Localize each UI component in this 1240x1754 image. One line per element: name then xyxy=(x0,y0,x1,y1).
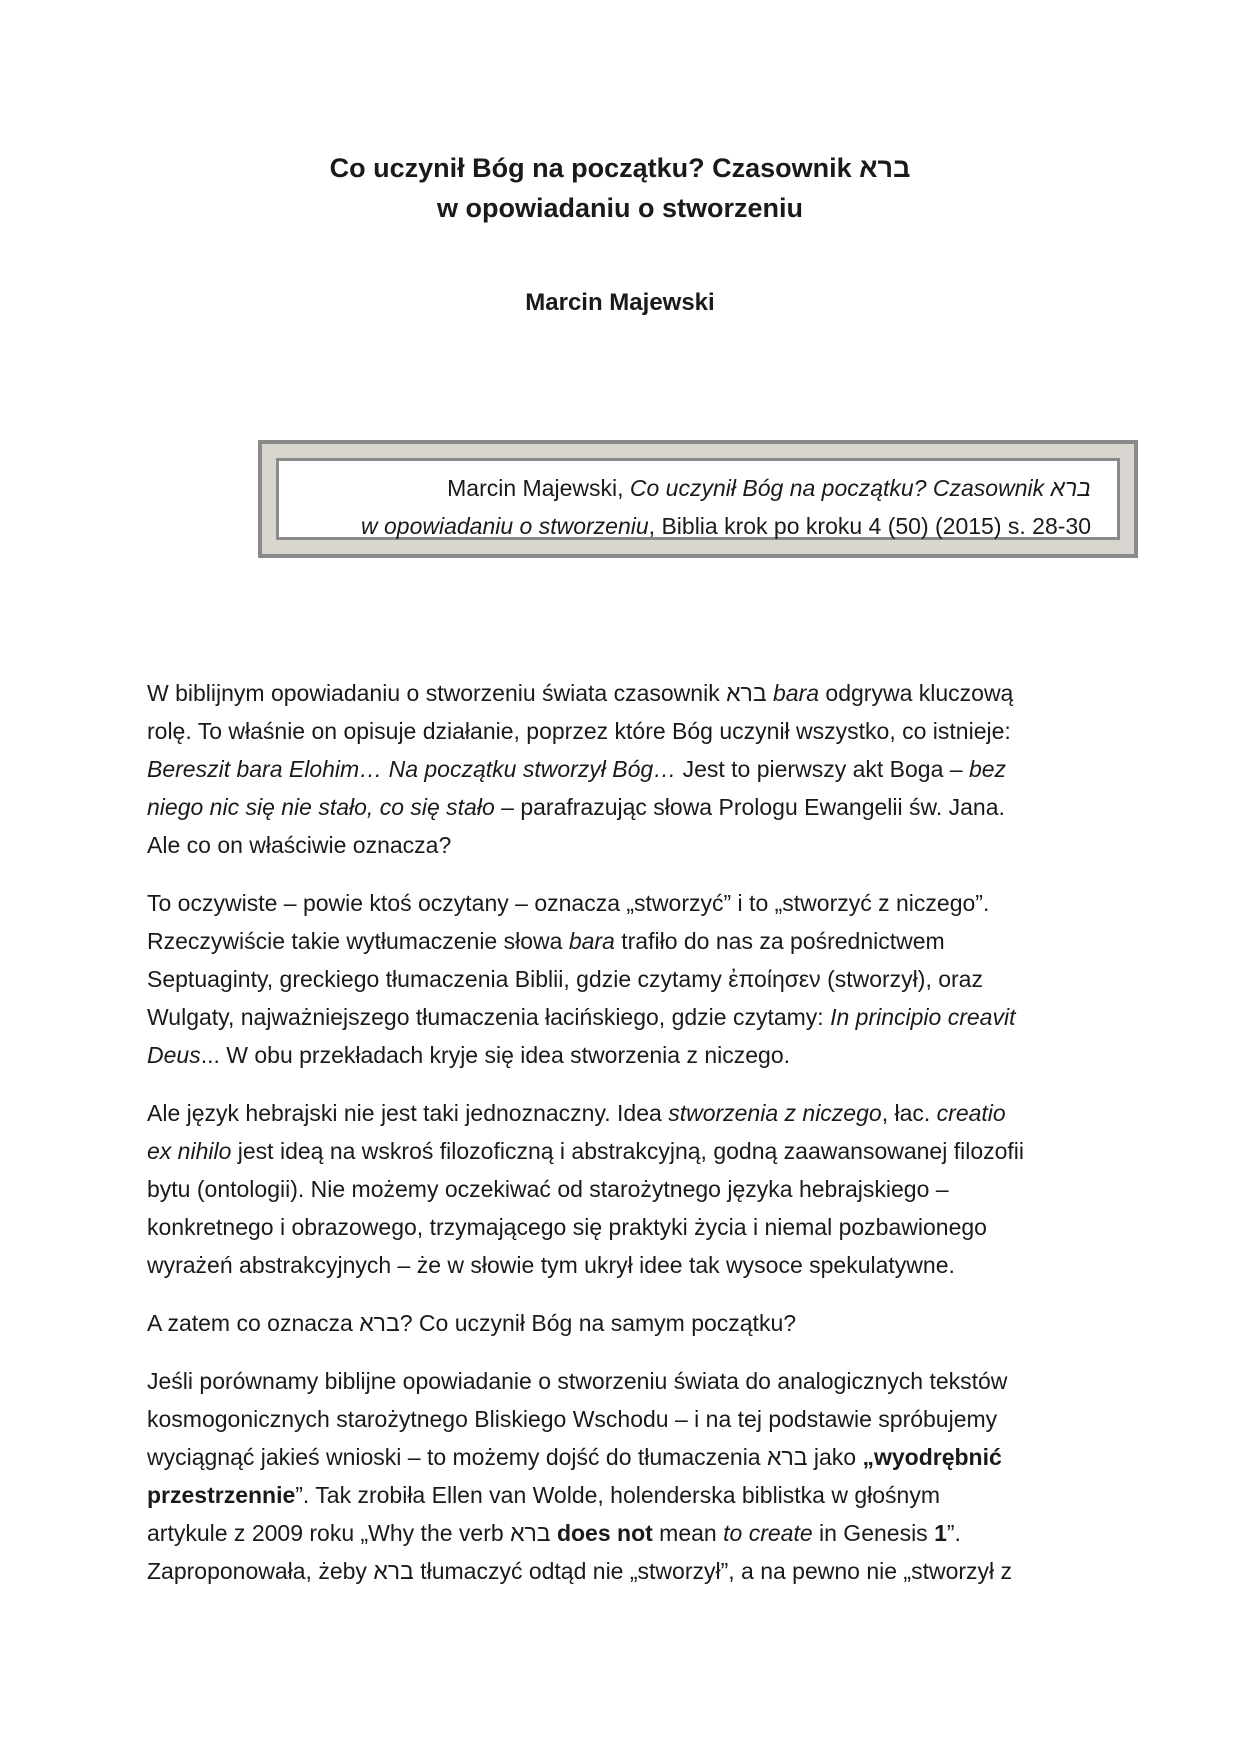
text-line xyxy=(147,1036,1091,1074)
body-paragraph xyxy=(147,884,1091,1074)
text-segment: konkretnego i obrazowego, trzymającego się praktyki życia i niemal pozbawionego xyxy=(147,1214,987,1240)
text-line xyxy=(147,884,1091,922)
text-line xyxy=(147,788,1091,826)
text-line xyxy=(147,826,1091,864)
text-line xyxy=(147,1208,1091,1246)
citation-line-2 xyxy=(299,507,1091,545)
text-segment: bytu (ontologii). Nie możemy oczekiwać od starożytnego języka hebrajskiego – xyxy=(147,1176,949,1202)
text-segment: in Genesis xyxy=(812,1520,935,1546)
text-segment: mean xyxy=(652,1520,724,1546)
text-segment: odgrywa kluczową xyxy=(819,680,1014,706)
text-line xyxy=(147,1246,1091,1284)
citation-box-inner xyxy=(276,458,1120,540)
text-segment: ”. xyxy=(946,1520,961,1546)
text-line xyxy=(147,712,1091,750)
text-line xyxy=(147,922,1091,960)
citation-box xyxy=(258,440,1138,558)
body-paragraph xyxy=(147,1362,1091,1590)
article-title xyxy=(0,148,1240,228)
text-segment: ... W obu przekładach kryje się idea stworzenia z niczego. xyxy=(200,1042,791,1068)
text-line xyxy=(147,750,1091,788)
citation-title-part-2: w opowiadaniu o stworzeniu xyxy=(361,513,649,539)
italic-text: In principio creavit xyxy=(830,1004,1016,1030)
text-line xyxy=(147,1362,1091,1400)
text-line xyxy=(147,1094,1091,1132)
text-segment: trafiło do nas za pośrednictwem xyxy=(614,928,945,954)
body-paragraph xyxy=(147,674,1091,864)
text-segment: kosmogonicznych starożytnego Bliskiego Wschodu – i na tej podstawie spróbujemy xyxy=(147,1406,998,1432)
text-segment: To oczywiste – powie ktoś oczytany – oznacza „stworzyć” i to „stworzyć z niczego”. xyxy=(147,890,990,916)
text-segment: Jeśli porównamy biblijne opowiadanie o stworzeniu świata do analogicznych tekstów xyxy=(147,1368,1008,1394)
text-segment: Ale język hebrajski nie jest taki jednoznaczny. Idea xyxy=(147,1100,669,1126)
body-paragraph xyxy=(147,1094,1091,1284)
italic-text: bara xyxy=(772,680,820,706)
body-paragraph xyxy=(147,1304,1091,1342)
text-segment: Septuaginty, greckiego tłumaczenia Biblii, gdzie czytamy ἐποίησεν (stworzył), oraz xyxy=(147,966,983,992)
citation-source: , Biblia krok po kroku 4 (50) (2015) s. 28-30 xyxy=(648,513,1091,539)
citation-title-part-1: Co uczynił Bóg na początku? Czasownik ברא xyxy=(629,475,1091,501)
bold-text: przestrzennie xyxy=(147,1482,296,1508)
bold-text: does not xyxy=(556,1520,653,1546)
text-segment: rolę. To właśnie on opisuje działanie, poprzez które Bóg uczynił wszystko, co istnieje: xyxy=(147,718,1011,744)
text-segment: wyciągnąć jakieś wnioski – to możemy dojść do tłumaczenia ברא jako xyxy=(147,1444,863,1470)
article-title-line-1: Co uczynił Bóg na początku? Czasownik ברא xyxy=(329,153,911,183)
text-line xyxy=(147,1476,1091,1514)
text-segment: jest ideą na wskroś filozoficzną i abstrakcyjną, godną zaawansowanej filozofii xyxy=(231,1138,1025,1164)
text-segment: Rzeczywiście takie wytłumaczenie słowa xyxy=(147,928,569,954)
article-title-line-2: w opowiadaniu o stworzeniu xyxy=(436,193,803,223)
italic-text: Deus xyxy=(147,1042,201,1068)
text-segment: Ale co on właściwie oznacza? xyxy=(147,832,452,858)
text-segment: Wulgaty, najważniejszego tłumaczenia łacińskiego, gdzie czytamy: xyxy=(147,1004,831,1030)
citation-author: Marcin Majewski, xyxy=(447,475,630,501)
text-segment: Zaproponowała, żeby ברא tłumaczyć odtąd nie „stworzył”, a na pewno nie „stworzył z xyxy=(147,1558,1013,1584)
bold-text: 1 xyxy=(934,1520,947,1546)
text-segment: wyrażeń abstrakcyjnych – że w słowie tym ukrył idee tak wysoce spekulatywne. xyxy=(147,1252,955,1278)
text-segment: W biblijnym opowiadaniu o stworzeniu świata czasownik ברא xyxy=(147,680,773,706)
text-line xyxy=(147,1170,1091,1208)
text-line xyxy=(147,998,1091,1036)
text-line xyxy=(147,960,1091,998)
italic-text: to create xyxy=(723,1520,813,1546)
text-line xyxy=(147,1400,1091,1438)
citation-line-1 xyxy=(299,469,1091,507)
bold-text: „wyodrębnić xyxy=(862,1444,1002,1470)
italic-text: stworzenia z niczego xyxy=(668,1100,882,1126)
text-line xyxy=(147,674,1091,712)
italic-text: creatio xyxy=(936,1100,1006,1126)
italic-text: niego nic się nie stało, co się stało xyxy=(147,794,495,820)
italic-text: Bereszit bara Elohim… Na początku stworzył Bóg… xyxy=(147,756,677,782)
text-segment: ”. Tak zrobiła Ellen van Wolde, holenderska biblistka w głośnym xyxy=(295,1482,941,1508)
text-line xyxy=(147,1438,1091,1476)
text-segment: A zatem co oznacza ברא? Co uczynił Bóg na samym początku? xyxy=(147,1310,797,1336)
italic-text: bez xyxy=(968,756,1007,782)
italic-text: bara xyxy=(568,928,615,954)
italic-text: ex nihilo xyxy=(147,1138,232,1164)
text-line xyxy=(147,1132,1091,1170)
text-segment: – parafrazując słowa Prologu Ewangelii św. Jana. xyxy=(494,794,1005,820)
article-body xyxy=(147,674,1091,1610)
text-segment: artykule z 2009 roku „Why the verb ברא xyxy=(147,1520,557,1546)
article-author: Marcin Majewski xyxy=(525,289,715,316)
text-segment: , łac. xyxy=(881,1100,937,1126)
text-line xyxy=(147,1514,1091,1552)
text-segment: Jest to pierwszy akt Boga – xyxy=(676,756,969,782)
text-line xyxy=(147,1304,1091,1342)
text-line xyxy=(147,1552,1091,1590)
